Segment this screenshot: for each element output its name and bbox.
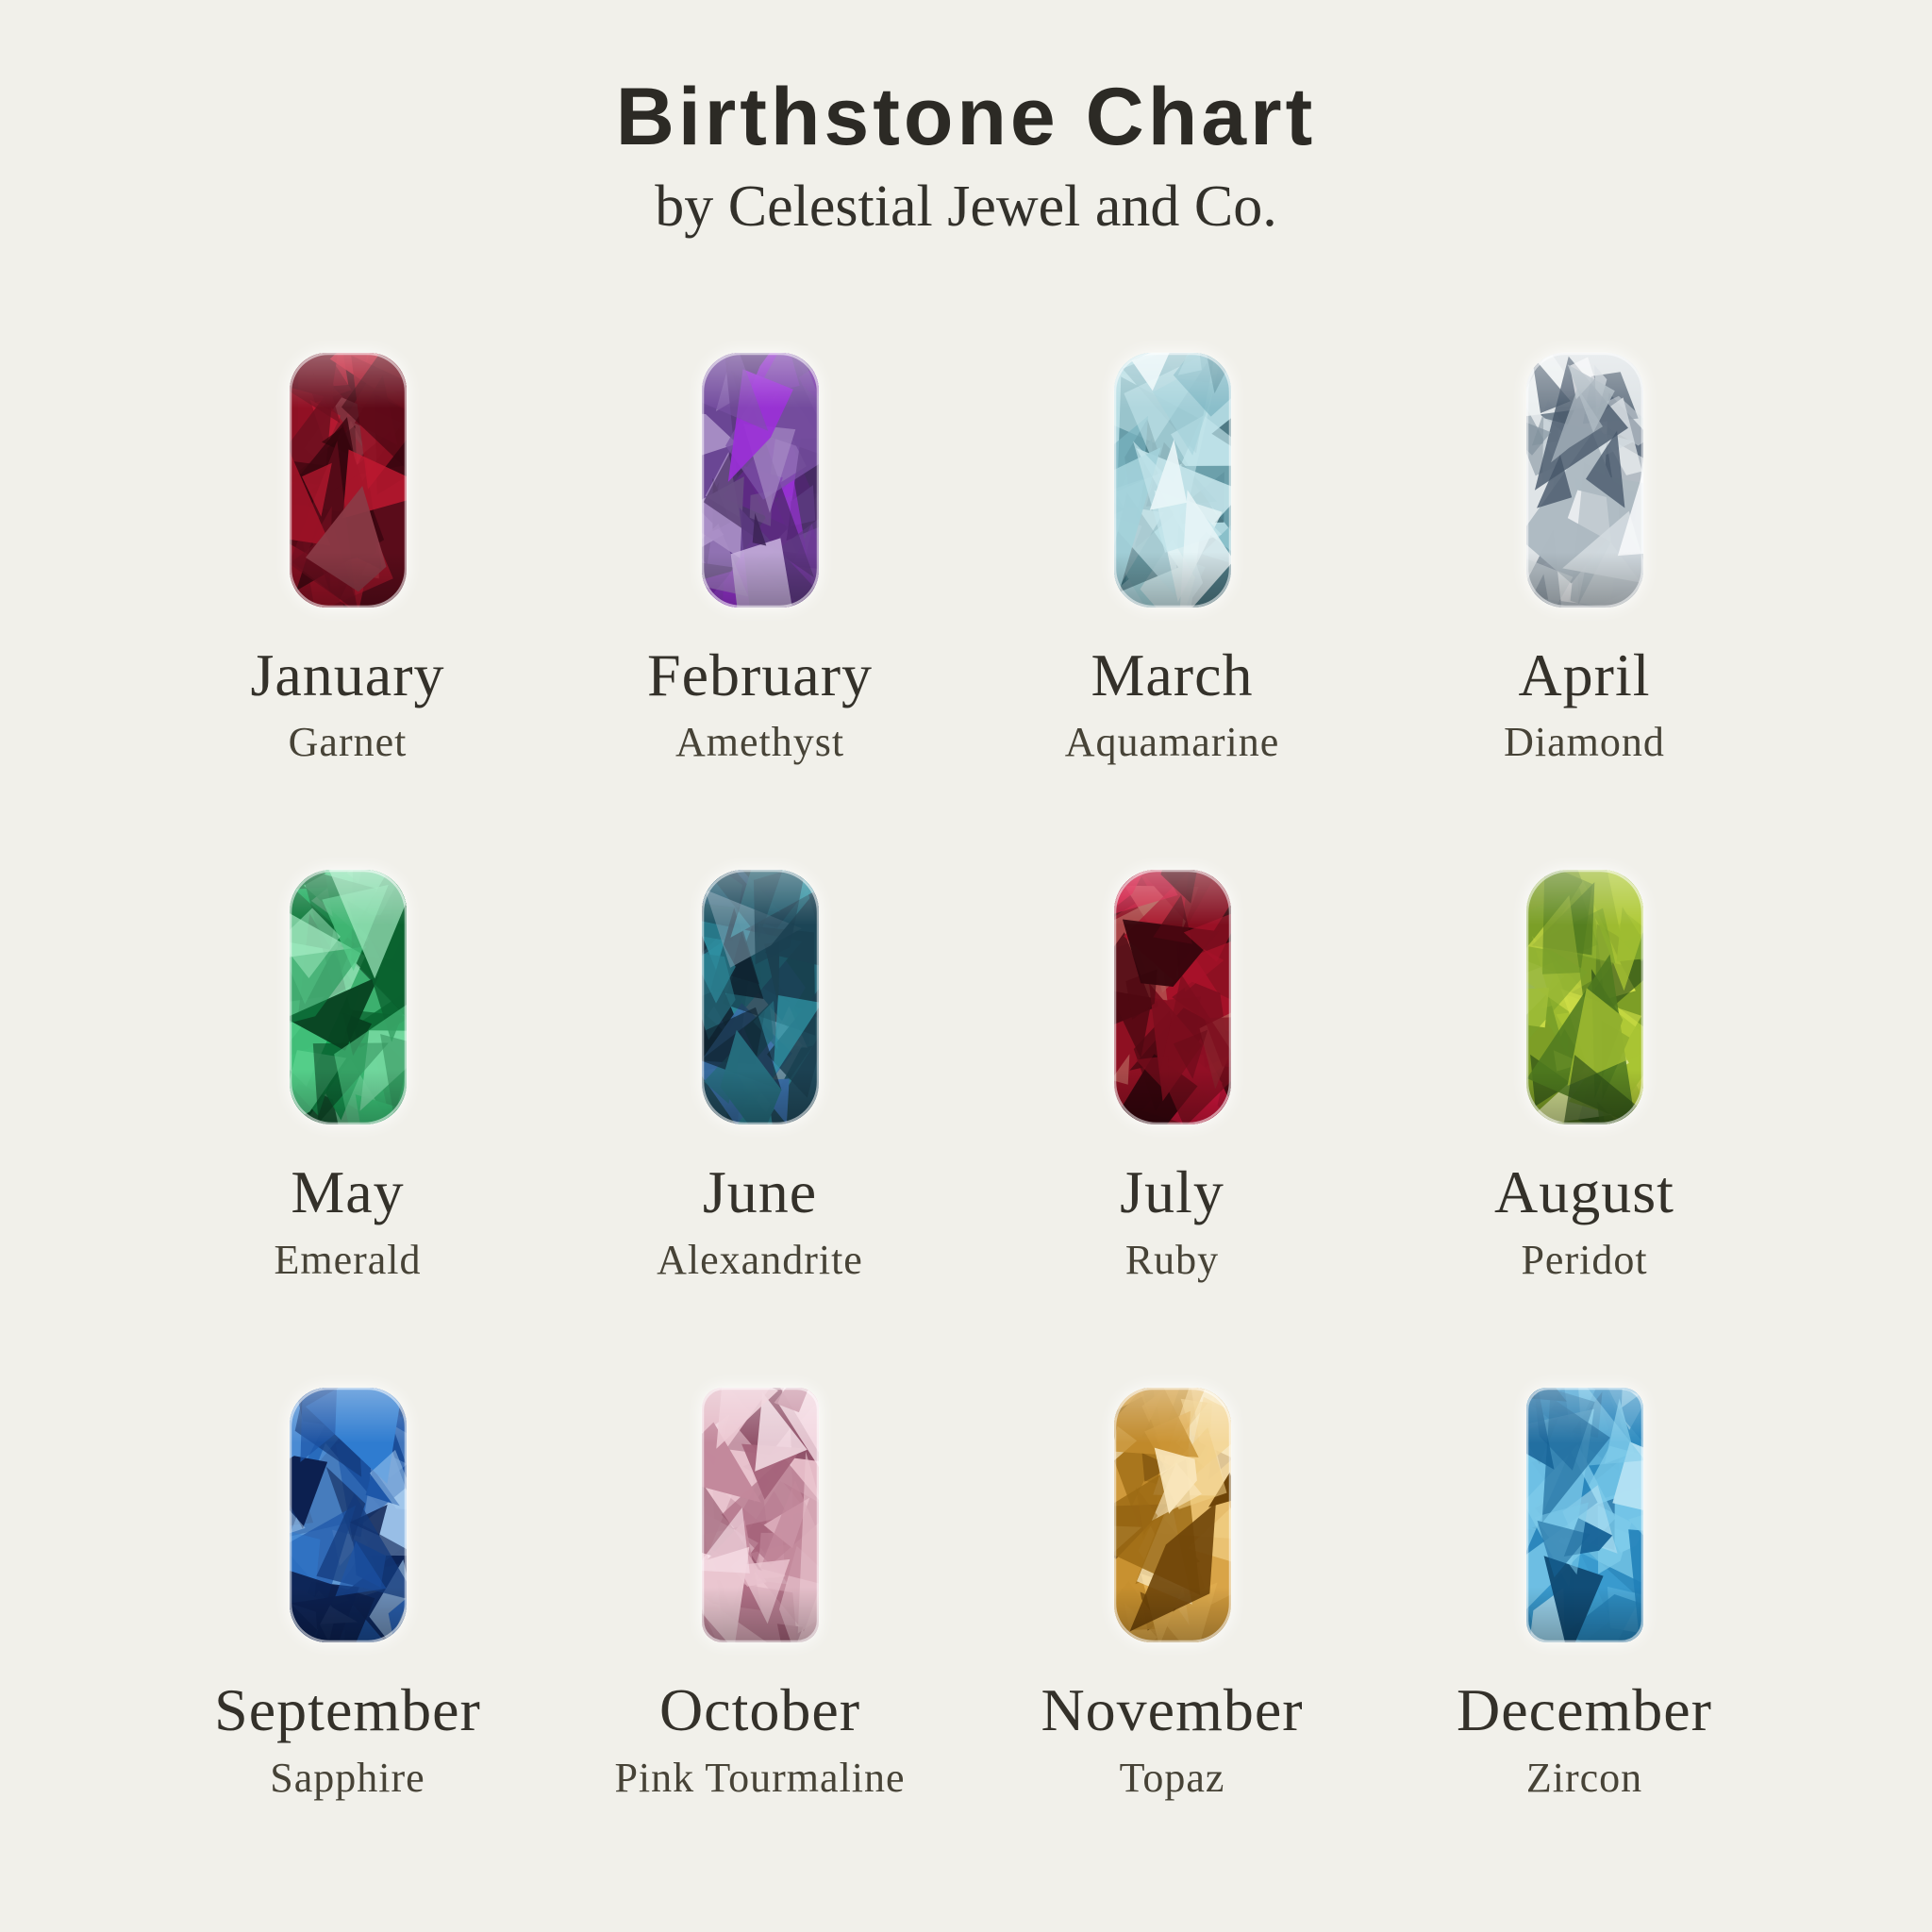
- gem-image-garnet: [289, 352, 408, 608]
- birthstone-grid: [0, 352, 1932, 1801]
- month-label: August: [1494, 1158, 1674, 1226]
- birthstone-card-august: [1378, 869, 1790, 1283]
- stone-label: Peridot: [1521, 1236, 1648, 1283]
- gem-image-zircon: [1525, 1387, 1644, 1643]
- stone-label: Amethyst: [675, 719, 845, 766]
- month-label: December: [1457, 1676, 1712, 1744]
- gem-image-amethyst: [701, 352, 820, 608]
- birthstone-card-october: [554, 1387, 966, 1801]
- month-label: January: [250, 641, 445, 708]
- birthstone-card-march: [966, 352, 1378, 766]
- stone-label: Zircon: [1525, 1754, 1643, 1801]
- page-title: Birthstone Chart: [615, 72, 1317, 162]
- stone-label: Emerald: [274, 1236, 422, 1283]
- gem-image-topaz: [1113, 1387, 1232, 1643]
- birthstone-card-december: [1378, 1387, 1790, 1801]
- month-label: June: [702, 1158, 818, 1226]
- stone-label: Pink Tourmaline: [614, 1754, 906, 1801]
- header: [0, 0, 1932, 242]
- stone-label: Garnet: [288, 719, 408, 766]
- month-label: October: [658, 1676, 861, 1744]
- birthstone-card-july: [966, 869, 1378, 1283]
- month-label: April: [1518, 641, 1651, 708]
- stone-label: Ruby: [1124, 1236, 1220, 1283]
- month-label: February: [646, 641, 874, 708]
- gem-image-diamond: [1525, 352, 1644, 608]
- birthstone-card-september: [142, 1387, 554, 1801]
- month-label: May: [291, 1158, 405, 1226]
- month-label: July: [1120, 1158, 1224, 1226]
- gem-image-pink-tourmaline: [701, 1387, 820, 1643]
- month-label: September: [214, 1676, 481, 1744]
- page-subtitle: by Celestial Jewel and Co.: [655, 175, 1277, 240]
- month-label: November: [1041, 1676, 1304, 1744]
- birthstone-card-may: [142, 869, 554, 1283]
- birthstone-card-november: [966, 1387, 1378, 1801]
- month-label: March: [1091, 641, 1254, 708]
- gem-image-ruby: [1113, 869, 1232, 1125]
- birthstone-card-june: [554, 869, 966, 1283]
- gem-image-peridot: [1525, 869, 1644, 1125]
- birthstone-card-january: [142, 352, 554, 766]
- stone-label: Sapphire: [270, 1754, 425, 1801]
- gem-image-alexandrite: [701, 869, 820, 1125]
- stone-label: Topaz: [1119, 1754, 1225, 1801]
- birthstone-card-february: [554, 352, 966, 766]
- stone-label: Aquamarine: [1064, 719, 1280, 766]
- stone-label: Diamond: [1504, 719, 1665, 766]
- birthstone-card-april: [1378, 352, 1790, 766]
- gem-image-sapphire: [289, 1387, 408, 1643]
- stone-label: Alexandrite: [657, 1236, 863, 1283]
- gem-image-aquamarine: [1113, 352, 1232, 608]
- gem-image-emerald: [289, 869, 408, 1125]
